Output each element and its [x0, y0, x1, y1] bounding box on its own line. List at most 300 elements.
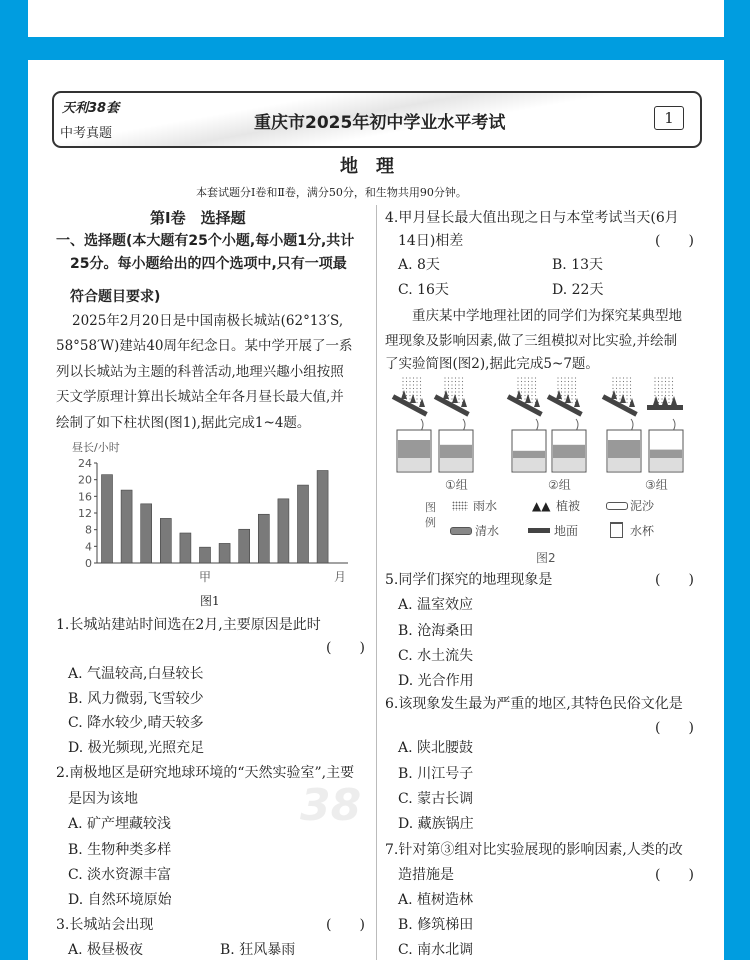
rain-dot	[619, 377, 620, 378]
vegetation-icon	[556, 390, 562, 399]
group-label: ①组	[445, 478, 468, 492]
rain-dot	[672, 384, 673, 385]
rain-dot	[462, 391, 463, 392]
series-label: 中考真题	[60, 126, 113, 141]
rain-dot	[455, 391, 456, 392]
rain-dot	[654, 381, 655, 382]
runoff-stream	[576, 419, 578, 431]
rain-dot	[616, 377, 617, 378]
answer-blank: ( )	[655, 233, 694, 249]
rain-dot	[561, 381, 562, 382]
vegetation-icon	[516, 390, 522, 399]
y-tick-label: 24	[78, 457, 92, 470]
rain-dot	[561, 388, 562, 389]
legend-label: 植被	[556, 499, 581, 513]
rain-dot	[409, 391, 410, 392]
option: A. 温室效应	[398, 597, 474, 613]
rain-dot	[528, 381, 529, 382]
rain-dot	[661, 384, 662, 385]
subject-title: 地 理	[340, 156, 394, 177]
rain-dot	[531, 398, 532, 399]
rain-dot	[658, 395, 659, 396]
rain-dot	[524, 395, 525, 396]
intro-line: 了实验简图(图2),据此完成5~7题。	[385, 356, 599, 372]
runoff-stream	[463, 419, 465, 431]
rain-dot	[568, 388, 569, 389]
rain-dot	[630, 384, 631, 385]
rain-dot	[626, 381, 627, 382]
sediment-layer	[553, 458, 585, 471]
rain-dot	[564, 395, 565, 396]
water-layer	[553, 445, 585, 458]
rain-dot	[661, 377, 662, 378]
option: B. 川江号子	[398, 766, 474, 782]
rain-dot	[458, 377, 459, 378]
rain-dot	[462, 388, 463, 389]
rain-dot	[557, 381, 558, 382]
rain-dot	[517, 388, 518, 389]
runoff-stream	[421, 419, 423, 431]
intro-line: 绘制了如下柱状图(图1),据此完成1~4题。	[56, 415, 311, 431]
rain-dot	[409, 384, 410, 385]
sediment-layer	[440, 458, 472, 471]
question-2-stem: 2.南极地区是研究地球环境的“天然实验室”,主要	[56, 765, 355, 781]
rain-dot	[451, 398, 452, 399]
legend-title: 图例	[425, 501, 436, 529]
option: A. 气温较高,白昼较长	[68, 666, 204, 682]
rain-dot	[444, 381, 445, 382]
question-2-stem: 是因为该地	[68, 791, 138, 807]
rain-dot	[665, 377, 666, 378]
question-1-stem: 1.长城站建站时间选在2月,主要原因是此时	[56, 617, 321, 633]
rain-dot	[658, 381, 659, 382]
rain-dot	[458, 395, 459, 396]
rain-dot	[668, 388, 669, 389]
logo: 天利38套	[62, 101, 120, 116]
rain-dot	[661, 381, 662, 382]
rain-dot	[413, 391, 414, 392]
rain-dot	[451, 391, 452, 392]
rain-dot	[616, 388, 617, 389]
y-tick-label: 4	[85, 540, 92, 554]
intro-line: 重庆某中学地理社团的同学们为探究某典型地	[412, 308, 682, 324]
rain-dot	[535, 381, 536, 382]
option: C. 16天	[398, 282, 449, 298]
rain-dot	[668, 377, 669, 378]
rain-dot	[564, 388, 565, 389]
rain-dot	[626, 402, 627, 403]
option: D. 光合作用	[398, 673, 474, 689]
rain-dot	[535, 395, 536, 396]
rain-dot	[535, 377, 536, 378]
option: B. 沧海桑田	[398, 623, 474, 639]
rain-dot	[557, 377, 558, 378]
rain-dot	[571, 381, 572, 382]
rain-dot	[448, 381, 449, 382]
option: C. 淡水资源丰富	[68, 867, 172, 883]
rain-dot	[458, 384, 459, 385]
rain-dot	[568, 377, 569, 378]
rain-dot	[462, 381, 463, 382]
rain-dot	[672, 381, 673, 382]
rain-dot	[564, 377, 565, 378]
rain-dot	[524, 398, 525, 399]
rain-dot	[535, 388, 536, 389]
question-6-stem: 6.该现象发生最为严重的地区,其特色民俗文化是	[385, 696, 683, 712]
rain-dot	[524, 377, 525, 378]
rain-dot	[406, 381, 407, 382]
rain-dot	[416, 381, 417, 382]
instruction-line: 一、选择题(本大题有25个小题,每小题1分,共计	[56, 233, 355, 249]
bar-month-9	[258, 514, 269, 563]
group-label: ③组	[645, 478, 668, 492]
rain-dot	[626, 384, 627, 385]
exam-note: 本套试题分Ⅰ卷和Ⅱ卷，满分50分，和生物共用90分钟。	[196, 186, 467, 199]
marked-month-label: 甲	[198, 570, 212, 584]
rain-dot	[416, 384, 417, 385]
rain-dot	[616, 391, 617, 392]
rain-dot	[416, 395, 417, 396]
rain-dot	[451, 377, 452, 378]
rain-dot	[623, 384, 624, 385]
rain-dot	[420, 384, 421, 385]
bar-month-11	[298, 485, 309, 563]
option: A. 植树造林	[398, 892, 474, 908]
vegetation-icon	[401, 390, 407, 399]
rain-dot	[668, 395, 669, 396]
question-7-stem: 造措施是	[398, 867, 454, 883]
rain-dot	[455, 388, 456, 389]
rain-dot	[416, 398, 417, 399]
legend-label: 水杯	[630, 524, 655, 538]
clear-water-icon	[450, 527, 472, 535]
rain-dot	[672, 391, 673, 392]
rain-dot	[531, 384, 532, 385]
vegetation-icon	[671, 396, 677, 405]
rain-dot	[462, 398, 463, 399]
group-label: ②组	[548, 478, 571, 492]
rain-dot	[535, 398, 536, 399]
rain-dot	[406, 391, 407, 392]
rain-dot	[612, 377, 613, 378]
rain-dot	[619, 381, 620, 382]
rain-dot	[561, 377, 562, 378]
rain-dot	[654, 377, 655, 378]
rain-dot	[462, 384, 463, 385]
runoff-stream	[536, 419, 538, 431]
figure-1-caption: 图1	[200, 594, 220, 608]
bar-month-5	[180, 533, 191, 563]
option: A. 8天	[398, 257, 440, 273]
rain-dot	[668, 398, 669, 399]
rain-dot	[448, 391, 449, 392]
intro-line: 列以长城站为主题的科普活动,地理兴趣小组按照	[56, 364, 344, 380]
rain-dot	[531, 377, 532, 378]
rain-dot	[561, 395, 562, 396]
rain-dot	[623, 377, 624, 378]
option: A. 矿产埋藏较浅	[68, 816, 172, 832]
rain-dot	[658, 377, 659, 378]
bar-month-12	[317, 471, 328, 564]
rain-dot	[451, 381, 452, 382]
rain-dot	[619, 391, 620, 392]
rain-dot	[626, 377, 627, 378]
rain-dot	[524, 391, 525, 392]
rain-dot	[402, 381, 403, 382]
water-layer	[440, 445, 472, 458]
rain-dot	[451, 388, 452, 389]
rain-dot	[672, 395, 673, 396]
option: B. 风力微弱,飞雪较少	[68, 691, 204, 707]
option: D. 极光频现,光照充足	[68, 740, 205, 756]
rain-dot	[571, 377, 572, 378]
ground-slope	[647, 405, 683, 410]
rain-dot	[658, 398, 659, 399]
rain-dot	[524, 384, 525, 385]
rain-dot	[402, 384, 403, 385]
rain-dot	[528, 391, 529, 392]
rain-dot	[564, 381, 565, 382]
answer-blank: ( )	[655, 572, 694, 588]
rain-dot	[619, 388, 620, 389]
rain-icon	[452, 501, 468, 511]
y-tick-label: 20	[78, 473, 92, 487]
rain-dot	[564, 398, 565, 399]
intro-line: 58°58′W)建站40周年纪念日。某中学开展了一系	[56, 338, 353, 354]
bar-month-1	[102, 475, 113, 563]
rain-dot	[612, 384, 613, 385]
ground-icon	[528, 528, 550, 533]
rain-dot	[575, 381, 576, 382]
x-axis-label: 月	[333, 570, 347, 584]
bar-month-6	[200, 547, 211, 563]
sediment-layer	[398, 458, 430, 471]
option: D. 22天	[552, 282, 604, 298]
answer-blank: ( )	[326, 640, 365, 656]
water-cup-icon	[610, 522, 623, 538]
rain-dot	[444, 384, 445, 385]
rain-dot	[420, 391, 421, 392]
rain-dot	[612, 388, 613, 389]
option: A. 陕北腰鼓	[398, 740, 474, 756]
rain-dot	[665, 388, 666, 389]
rain-dot	[521, 395, 522, 396]
option: D. 藏族锅庄	[398, 816, 474, 832]
rain-dot	[455, 384, 456, 385]
rain-dot	[630, 398, 631, 399]
rain-dot	[528, 384, 529, 385]
vegetation-icon	[410, 394, 416, 403]
sediment-layer	[650, 458, 682, 471]
rain-dot	[448, 384, 449, 385]
rain-dot	[619, 384, 620, 385]
rain-dot	[630, 381, 631, 382]
bar-month-10	[278, 499, 289, 563]
rain-dot	[521, 391, 522, 392]
legend-label: 雨水	[473, 499, 498, 513]
vegetation-icon	[653, 396, 659, 405]
page-number: 1	[654, 106, 684, 130]
option: C. 南水北调	[398, 942, 474, 958]
question-4-stem: 14日)相差	[398, 233, 464, 249]
option: B. 生物种类多样	[68, 842, 172, 858]
bar-month-7	[219, 543, 230, 563]
rain-dot	[406, 388, 407, 389]
rain-dot	[623, 391, 624, 392]
rain-dot	[654, 395, 655, 396]
rain-dot	[626, 388, 627, 389]
rain-dot	[416, 402, 417, 403]
rain-dot	[616, 381, 617, 382]
rain-dot	[661, 388, 662, 389]
rain-dot	[626, 395, 627, 396]
rain-dot	[626, 391, 627, 392]
rain-dot	[458, 391, 459, 392]
rain-dot	[561, 391, 562, 392]
answer-blank: ( )	[655, 720, 694, 736]
rain-dot	[630, 377, 631, 378]
rain-dot	[665, 395, 666, 396]
rain-dot	[409, 398, 410, 399]
rain-dot	[575, 377, 576, 378]
rain-dot	[672, 377, 673, 378]
rain-dot	[571, 395, 572, 396]
rain-dot	[406, 384, 407, 385]
rain-dot	[455, 381, 456, 382]
rain-dot	[571, 391, 572, 392]
rain-dot	[524, 388, 525, 389]
rain-dot	[455, 377, 456, 378]
rain-dot	[571, 402, 572, 403]
rain-dot	[557, 388, 558, 389]
rain-dot	[409, 388, 410, 389]
rain-dot	[654, 384, 655, 385]
sediment-icon	[606, 502, 628, 510]
rain-dot	[420, 377, 421, 378]
rain-dot	[535, 391, 536, 392]
rain-dot	[568, 384, 569, 385]
bar-month-4	[160, 518, 171, 563]
rain-dot	[409, 381, 410, 382]
legend-label: 泥沙	[630, 499, 655, 513]
rain-dot	[668, 384, 669, 385]
rain-dot	[448, 395, 449, 396]
rain-dot	[517, 384, 518, 385]
rain-dot	[448, 388, 449, 389]
rain-dot	[402, 388, 403, 389]
rain-dot	[626, 398, 627, 399]
rain-dot	[462, 395, 463, 396]
vegetation-icon	[452, 394, 458, 403]
rain-dot	[409, 377, 410, 378]
bar-month-2	[121, 490, 132, 563]
rain-dot	[654, 388, 655, 389]
rain-dot	[564, 384, 565, 385]
rain-dot	[672, 388, 673, 389]
sediment-layer	[608, 458, 640, 471]
instruction-line: 符合题目要求)	[70, 289, 161, 305]
rain-dot	[531, 395, 532, 396]
rain-dot	[458, 388, 459, 389]
rain-dot	[420, 398, 421, 399]
rain-dot	[661, 391, 662, 392]
rain-dot	[612, 381, 613, 382]
vegetation-icon	[565, 394, 571, 403]
rain-dot	[416, 377, 417, 378]
rain-dot	[665, 384, 666, 385]
vegetation-icon	[611, 390, 617, 399]
question-4-stem: 4.甲月昼长最大值出现之日与本堂考试当天(6月	[385, 210, 679, 226]
exam-title: 重庆市2025年初中学业水平考试	[254, 113, 506, 133]
rain-dot	[665, 391, 666, 392]
vegetation-icon	[461, 398, 467, 407]
rain-dot	[668, 402, 669, 403]
bar-month-8	[239, 529, 250, 563]
rain-dot	[451, 384, 452, 385]
rain-dot	[535, 384, 536, 385]
water-layer	[608, 440, 640, 458]
rain-dot	[616, 384, 617, 385]
rain-dot	[406, 377, 407, 378]
rain-dot	[619, 395, 620, 396]
water-layer	[650, 450, 682, 458]
y-axis-label: 昼长/小时	[72, 441, 120, 454]
rain-dot	[571, 384, 572, 385]
experiment-diagram	[385, 375, 705, 480]
rain-dot	[517, 381, 518, 382]
rain-dot	[451, 395, 452, 396]
rain-dot	[444, 388, 445, 389]
rain-dot	[668, 381, 669, 382]
rain-dot	[462, 377, 463, 378]
rain-dot	[524, 381, 525, 382]
rain-dot	[531, 402, 532, 403]
rain-dot	[409, 395, 410, 396]
rain-dot	[661, 398, 662, 399]
rain-dot	[575, 395, 576, 396]
rain-dot	[420, 388, 421, 389]
rain-dot	[561, 384, 562, 385]
rain-dot	[420, 395, 421, 396]
rain-dot	[531, 391, 532, 392]
answer-blank: ( )	[326, 917, 365, 933]
rain-dot	[416, 388, 417, 389]
rain-dot	[406, 395, 407, 396]
rain-dot	[571, 398, 572, 399]
runoff-stream	[673, 419, 675, 431]
rain-dot	[413, 377, 414, 378]
rain-dot	[665, 381, 666, 382]
vegetation-icon	[419, 398, 425, 407]
rain-dot	[619, 398, 620, 399]
water-layer	[513, 451, 545, 458]
rain-dot	[458, 402, 459, 403]
rain-dot	[444, 377, 445, 378]
rain-dot	[630, 388, 631, 389]
option: A. 极昼极夜	[68, 942, 144, 958]
rain-dot	[458, 381, 459, 382]
rain-dot	[623, 381, 624, 382]
sediment-layer	[513, 458, 545, 471]
rain-dot	[623, 388, 624, 389]
vegetation-icon: ▲▲	[532, 499, 551, 513]
rain-dot	[575, 391, 576, 392]
rain-dot	[521, 377, 522, 378]
rain-dot	[521, 388, 522, 389]
rain-dot	[575, 398, 576, 399]
vegetation-icon	[662, 396, 668, 405]
question-5-stem: 5.同学们探究的地理现象是	[385, 572, 553, 588]
